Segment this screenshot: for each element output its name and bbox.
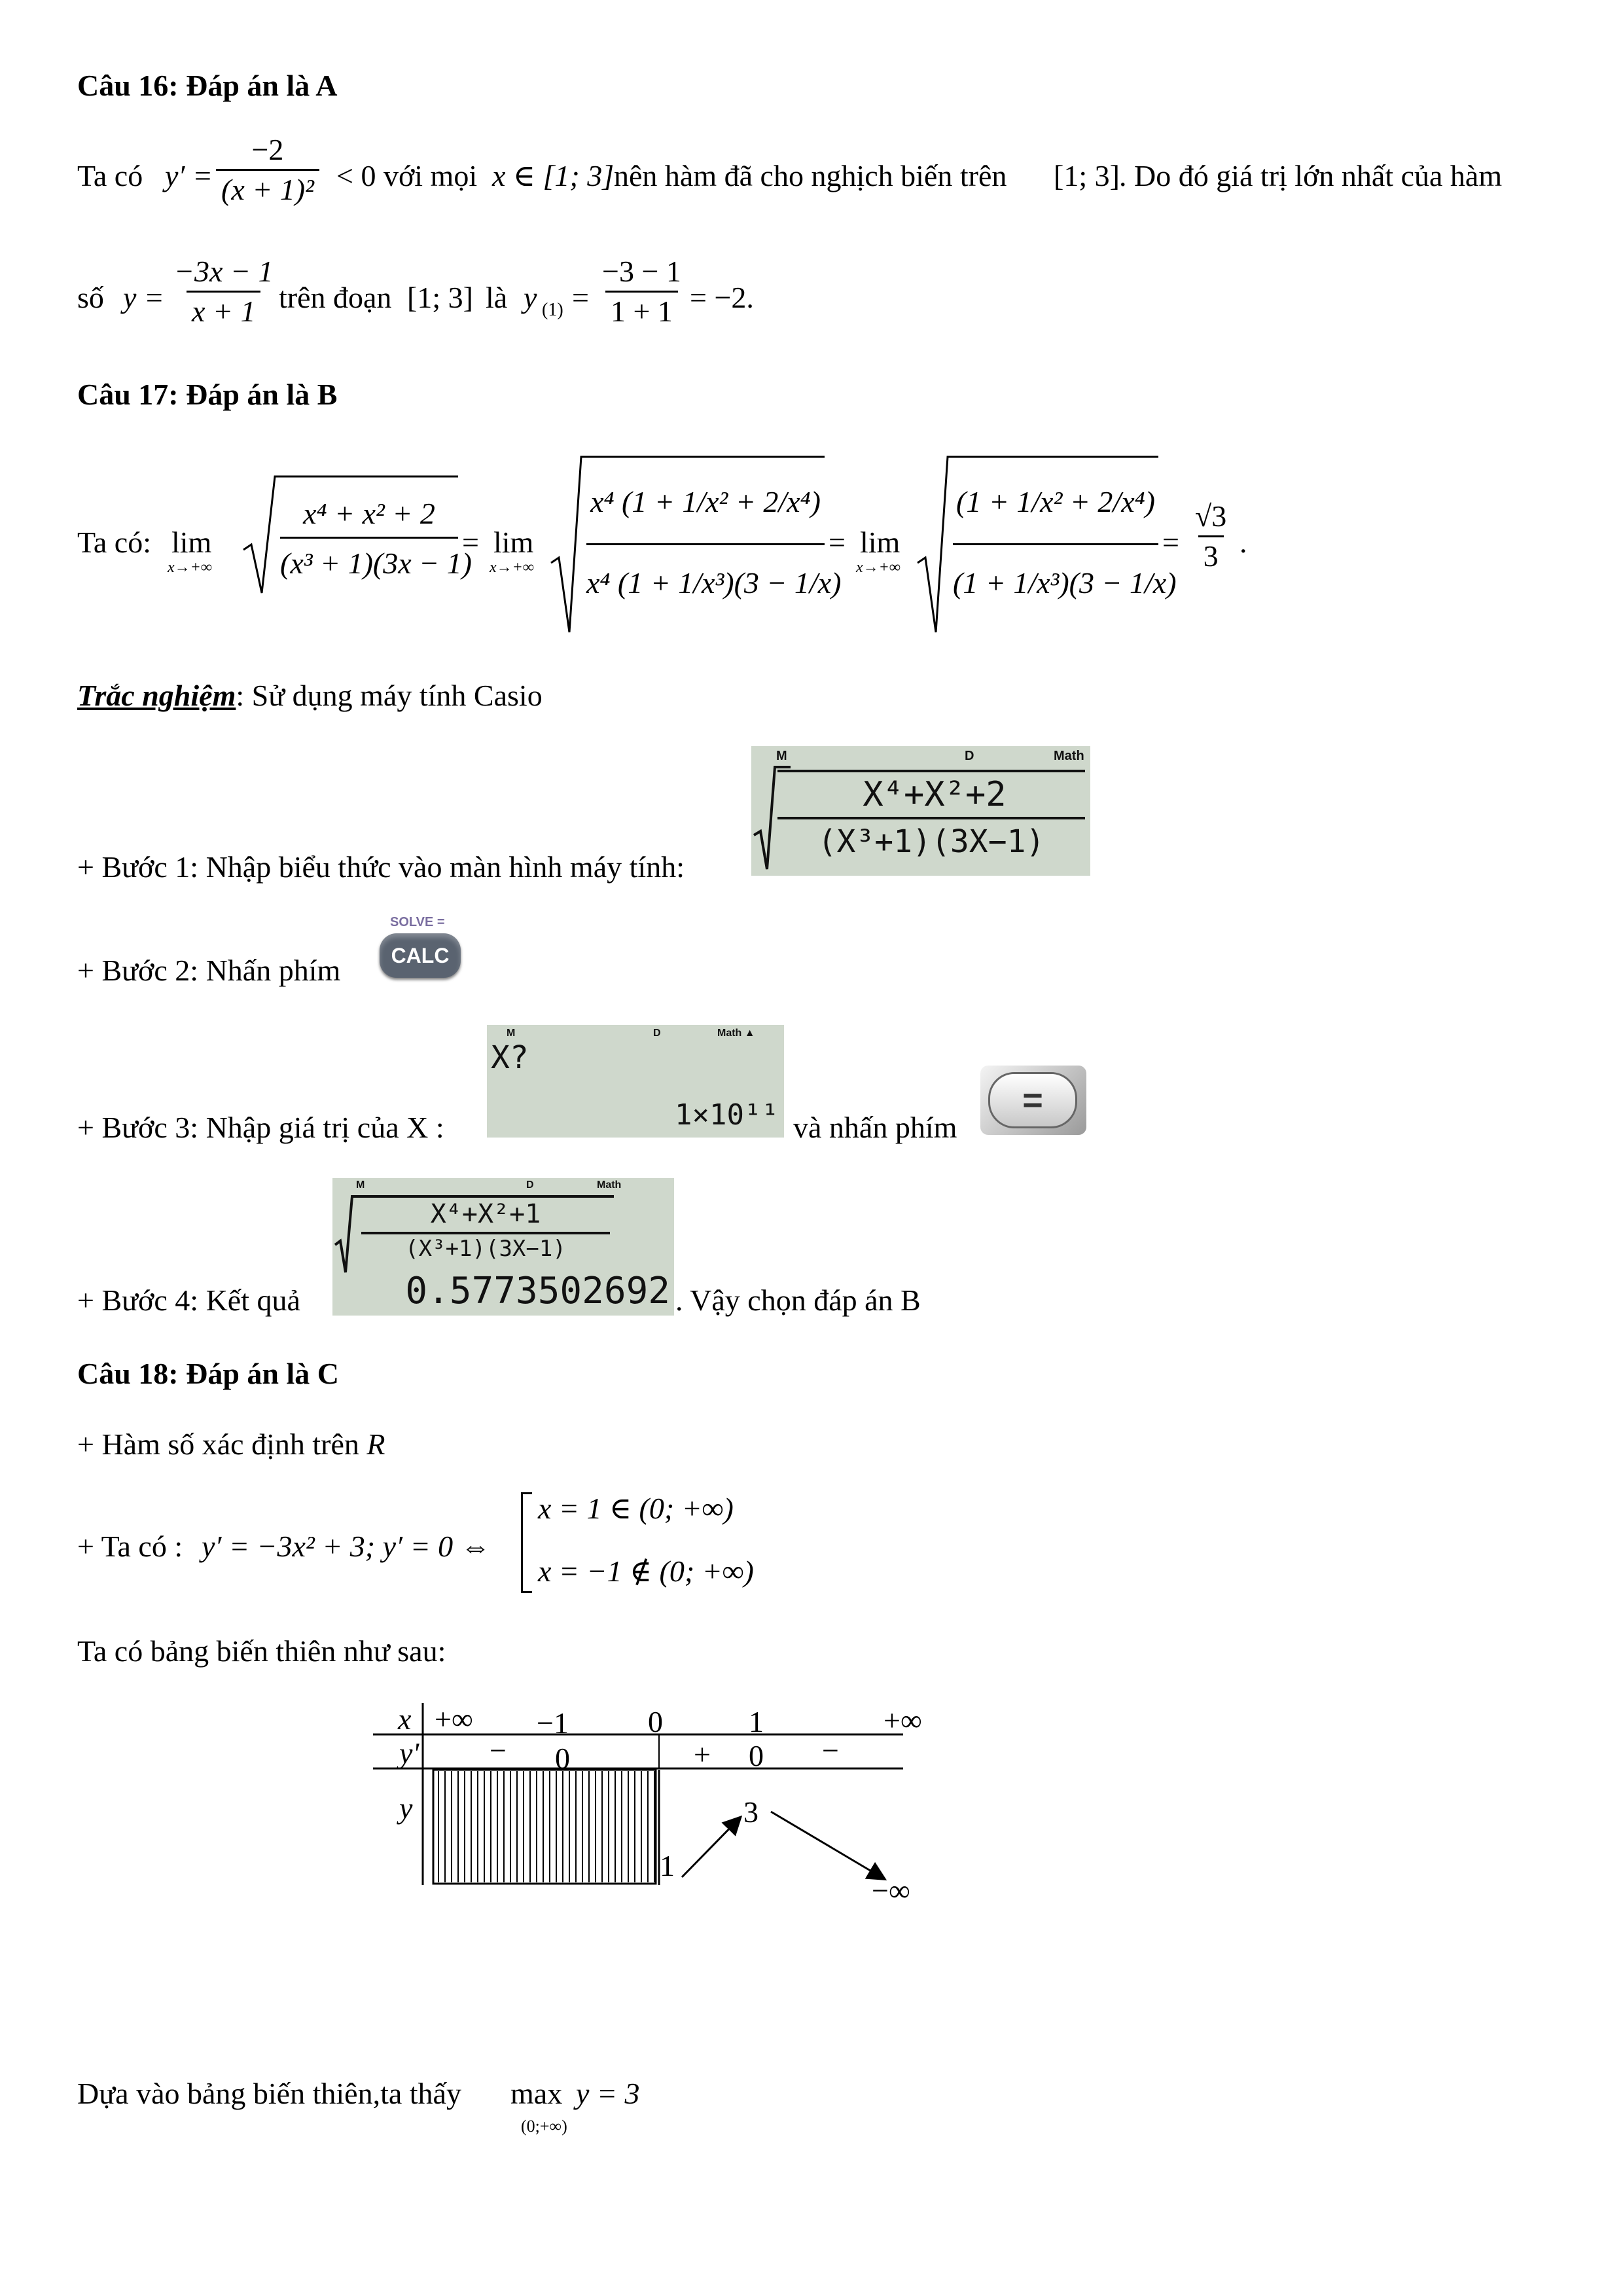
q18-bracket xyxy=(521,1492,532,1593)
lcd4-sqrt-sign xyxy=(332,1194,365,1275)
q16-deriv-den: (x + 1)² xyxy=(216,169,319,205)
q16-y1: y xyxy=(524,281,537,314)
lcd1-indicator-d: D xyxy=(965,749,974,763)
q17-prefix: Ta có: xyxy=(77,526,152,559)
q16-value-num: −3 − 1 xyxy=(602,255,681,288)
q18-conclusion-max: max xyxy=(510,2077,563,2110)
lcd3-indicator-d: D xyxy=(653,1028,661,1039)
casio-heading-rest: : Sử dụng máy tính Casio xyxy=(236,679,543,712)
casio-heading-label: Trắc nghiệm xyxy=(77,679,236,712)
q17-lim-3: lim xyxy=(860,526,901,559)
q17-sqrt-2 xyxy=(550,452,842,635)
lcd1-indicator-math: Math xyxy=(1054,749,1084,763)
calc-key[interactable] xyxy=(376,915,465,983)
q17-eq-1: = xyxy=(462,526,479,559)
q17-sqrt-1 xyxy=(242,471,472,596)
q16-f-num: −3x − 1 xyxy=(174,255,274,288)
q16-y1-sub: (1) xyxy=(542,300,563,320)
q16-line2-prefix: số xyxy=(77,281,104,314)
q18-title: Câu 18: Đáp án là C xyxy=(77,1357,340,1390)
table-yprime-sign: 0 xyxy=(555,1742,570,1775)
lcd3-value: 1×10¹¹ xyxy=(675,1098,779,1132)
q17-e2-num: x⁴ (1 + 1/x² + 2/x⁴) xyxy=(590,485,821,518)
q17-eq-2: = xyxy=(829,526,846,559)
lcd4-indicator-d: D xyxy=(526,1179,534,1191)
lcd4-indicator-math: Math xyxy=(597,1179,622,1191)
q16-value-den: 1 + 1 xyxy=(605,291,678,327)
q17-e3-num: (1 + 1/x² + 2/x⁴) xyxy=(956,485,1155,518)
q17-e3-bar xyxy=(953,543,1158,545)
lcd4-sqrt-bar xyxy=(352,1195,614,1198)
q16-title: Câu 16: Đáp án là A xyxy=(77,69,338,102)
q16-x-domain: x ∈ [1; 3] xyxy=(492,159,615,192)
lcd-screen-step3 xyxy=(487,1025,784,1138)
table-x-val: +∞ xyxy=(435,1702,473,1736)
lcd3-indicator-m: M xyxy=(507,1028,516,1039)
table-row-x: x xyxy=(398,1702,412,1736)
lcd1-numerator: X⁴+X²+2 xyxy=(863,775,1007,814)
table-x-val: +∞ xyxy=(883,1704,922,1737)
q18-line1-R: R xyxy=(366,1427,385,1461)
q16-deriv-num: −2 xyxy=(251,133,284,166)
q17-result-fraction xyxy=(1190,501,1232,571)
q16-f-lhs: y = xyxy=(123,281,164,314)
q18-line2-prefix: + Ta có : xyxy=(77,1530,183,1563)
q16-line2-la: là xyxy=(486,281,508,314)
q17-dot: . xyxy=(1240,526,1247,559)
lcd4-numerator: X⁴+X²+1 xyxy=(430,1199,541,1229)
q17-lim-1: lim xyxy=(171,526,212,559)
q17-e1-num: x⁴ + x² + 2 xyxy=(303,497,435,530)
step4-text: + Bước 4: Kết quả xyxy=(77,1283,300,1317)
equals-key-face[interactable] xyxy=(988,1072,1077,1128)
q17-e3-den: (1 + 1/x³)(3 − 1/x) xyxy=(953,566,1177,600)
lcd4-indicator-m: M xyxy=(356,1179,365,1191)
calc-key-label: CALC xyxy=(391,944,450,967)
q17-title: Câu 17: Đáp án là B xyxy=(77,378,338,411)
q16-y1-eq: = xyxy=(572,281,589,314)
calc-key-solve-label: SOLVE = xyxy=(390,915,445,929)
equals-key-label: = xyxy=(1022,1081,1043,1120)
lcd1-fraction-bar xyxy=(777,817,1085,819)
q17-lim-3-sub: x→+∞ xyxy=(856,559,901,576)
q16-deriv-fraction xyxy=(216,135,319,205)
lcd4-denominator: (X³+1)(3X−1) xyxy=(405,1236,566,1262)
q16-line2-interval: [1; 3] xyxy=(407,281,473,314)
variation-table xyxy=(373,1702,922,1907)
q16-line1-prefix: Ta có xyxy=(77,159,143,192)
q16-condition: < 0 với mọi xyxy=(336,159,478,192)
table-x-val: 1 xyxy=(749,1705,764,1738)
q18-line1-text: + Hàm số xác định trên xyxy=(77,1427,359,1461)
lcd4-fraction-bar xyxy=(361,1232,610,1234)
q16-f-fraction xyxy=(169,257,279,327)
q16-f-den: x + 1 xyxy=(187,291,260,327)
q16-line1-end: . Do đó giá trị lớn nhất của hàm xyxy=(1119,159,1503,192)
step2-text: + Bước 2: Nhấn phím xyxy=(77,954,341,987)
lcd1-denominator: (X³+1)(3X−1) xyxy=(817,823,1045,860)
lcd3-indicator-math: Math ▲ xyxy=(717,1028,755,1039)
lcd-screen-step4 xyxy=(332,1178,674,1316)
q17-e1-bar xyxy=(280,537,458,539)
step3-end: và nhấn phím xyxy=(793,1111,957,1144)
step4-end: . Vậy chọn đáp án B xyxy=(675,1283,921,1317)
table-yprime-sign: − xyxy=(822,1734,839,1767)
q17-result-den: 3 xyxy=(1198,535,1224,571)
q16-value-result: = −2. xyxy=(690,281,754,314)
q17-lim-2-sub: x→+∞ xyxy=(490,559,534,576)
lcd-screen-step1 xyxy=(751,746,1090,876)
q16-deriv-lhs: y′ = xyxy=(165,159,213,192)
q16-value-fraction xyxy=(597,257,687,327)
step1-text: + Bước 1: Nhập biểu thức vào màn hình máy tính: xyxy=(77,850,685,884)
table-row-yprime: y' xyxy=(399,1736,419,1770)
table-x-val: 0 xyxy=(648,1705,663,1738)
table-row-y: y xyxy=(399,1791,413,1825)
table-yprime-sign: 0 xyxy=(749,1739,764,1772)
q18-line1 xyxy=(77,1429,385,1460)
q18-conclusion-sub: (0;+∞) xyxy=(521,2117,567,2136)
q17-e2-bar xyxy=(586,543,825,545)
table-yprime-sign: + xyxy=(694,1738,711,1771)
q17-lim-1-sub: x→+∞ xyxy=(168,559,212,576)
lcd3-prompt: X? xyxy=(491,1039,529,1076)
table-yprime-sign: − xyxy=(490,1734,507,1767)
q17-e1-den: (x³ + 1)(3x − 1) xyxy=(280,547,472,580)
table-x-val: −1 xyxy=(537,1706,569,1740)
q17-lim-2: lim xyxy=(493,526,534,559)
q18-case-1: x = 1 ∈ (0; +∞) xyxy=(538,1492,734,1525)
q18-table-intro: Ta có bảng biến thiên như sau: xyxy=(77,1634,446,1668)
q17-result-num: √3 xyxy=(1195,499,1227,533)
table-y-val: 3 xyxy=(743,1795,758,1829)
q18-conclusion-eq: y = 3 xyxy=(576,2077,640,2110)
lcd1-sqrt-bar xyxy=(777,770,1085,772)
q16-line1-mid: nên hàm đã cho nghịch biến trên xyxy=(614,159,1007,192)
q18-conclusion: Dựa vào bảng biến thiên,ta thấy xyxy=(77,2077,461,2110)
q17-eq-3: = xyxy=(1162,526,1179,559)
lcd4-result: 0.5773502692 xyxy=(405,1270,670,1312)
q17-e2-den: x⁴ (1 + 1/x³)(3 − 1/x) xyxy=(586,566,842,600)
casio-heading xyxy=(77,681,543,711)
table-y-val: −∞ xyxy=(872,1874,910,1907)
lcd1-indicator-m: M xyxy=(776,749,787,763)
q18-line2-eq: y′ = −3x² + 3; y′ = 0 ⇔ xyxy=(202,1530,491,1563)
q18-case-2: x = −1 ∉ (0; +∞) xyxy=(538,1554,754,1588)
table-y-val: 1 xyxy=(660,1849,675,1882)
q17-sqrt-3 xyxy=(916,452,1177,635)
calc-key-body[interactable] xyxy=(380,933,461,978)
equals-key[interactable] xyxy=(980,1066,1086,1135)
step3-text: + Bước 3: Nhập giá trị của X : xyxy=(77,1111,444,1144)
q16-interval: [1; 3] xyxy=(1054,159,1120,192)
q16-line2-mid: trên đoạn xyxy=(279,281,392,314)
